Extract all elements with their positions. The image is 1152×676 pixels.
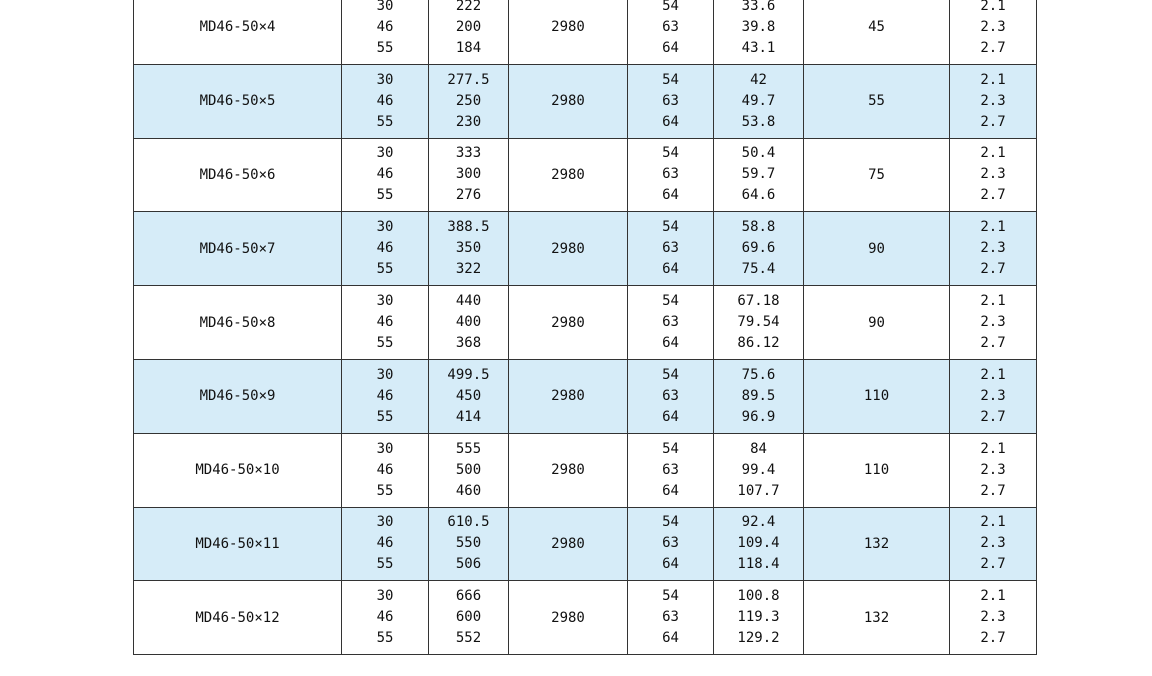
- flow-cell-value: 46: [376, 92, 394, 109]
- shaft-power-cell-value: 118.4: [737, 556, 780, 573]
- shaft-power-cell-value: 49.7: [741, 92, 776, 109]
- head-cell-value: 300: [455, 166, 482, 183]
- head-cell-value: 552: [455, 630, 482, 647]
- head-cell-value: 200: [455, 18, 482, 35]
- head-cell: [429, 433, 509, 507]
- npsh-cell-value: 2.1: [980, 219, 1006, 236]
- shaft-power-cell: [714, 507, 804, 581]
- motor-power-cell: 55: [804, 64, 950, 138]
- efficiency-cell-value: 63: [662, 535, 679, 552]
- shaft-power-cell-value: 33.6: [741, 0, 776, 14]
- flow-cell-value: 46: [376, 461, 394, 478]
- npsh-cell: [950, 433, 1037, 507]
- npsh-cell-value: 2.7: [980, 39, 1006, 56]
- head-cell-value: 368: [455, 335, 482, 352]
- efficiency-cell-value: 64: [662, 482, 679, 499]
- shaft-power-cell-value: 119.3: [737, 609, 780, 626]
- flow-cell-value: 30: [376, 0, 394, 14]
- head-cell: [429, 212, 509, 286]
- speed-cell: 2980: [509, 138, 628, 212]
- table-row: [134, 212, 1037, 286]
- flow-cell-value: 46: [376, 166, 394, 183]
- npsh-cell-value: 2.1: [980, 588, 1006, 605]
- flow-cell-value: 55: [376, 335, 394, 352]
- head-cell-value: 600: [455, 609, 482, 626]
- efficiency-cell-value: 64: [662, 261, 679, 278]
- head-cell-value: 500: [455, 461, 482, 478]
- efficiency-cell-value: 63: [662, 166, 679, 183]
- npsh-cell-value: 2.3: [980, 535, 1006, 552]
- efficiency-cell-value: 54: [662, 145, 679, 162]
- speed-cell: 2980: [509, 286, 628, 360]
- npsh-cell-value: 2.7: [980, 408, 1006, 425]
- shaft-power-cell-value: 50.4: [741, 145, 776, 162]
- head-cell-value: 230: [455, 113, 482, 130]
- head-cell-value: 506: [455, 556, 482, 573]
- table-body: [134, 0, 1037, 655]
- shaft-power-cell-value: 96.9: [741, 408, 776, 425]
- flow-cell: [342, 433, 429, 507]
- shaft-power-cell-value: 99.4: [741, 461, 776, 478]
- npsh-cell-value: 2.3: [980, 240, 1006, 257]
- shaft-power-cell-value: 86.12: [737, 335, 780, 352]
- table-row: [134, 507, 1037, 581]
- efficiency-cell-value: 63: [662, 609, 679, 626]
- flow-cell-value: 55: [376, 187, 394, 204]
- shaft-power-cell: [714, 138, 804, 212]
- head-cell: [429, 359, 509, 433]
- motor-power-cell: 132: [804, 507, 950, 581]
- npsh-cell: [950, 138, 1037, 212]
- flow-cell-value: 46: [376, 314, 394, 331]
- npsh-cell-value: 2.1: [980, 514, 1006, 531]
- head-cell-value: 350: [455, 240, 482, 257]
- head-cell: [429, 0, 509, 64]
- head-cell: [429, 507, 509, 581]
- npsh-cell-value: 2.7: [980, 335, 1006, 352]
- npsh-cell-value: 2.7: [980, 261, 1006, 278]
- efficiency-cell: [628, 581, 714, 655]
- shaft-power-cell-value: 84: [750, 440, 767, 457]
- table-row: [134, 286, 1037, 360]
- npsh-cell-value: 2.7: [980, 556, 1006, 573]
- flow-cell-value: 30: [376, 440, 394, 457]
- efficiency-cell: [628, 286, 714, 360]
- shaft-power-cell-value: 67.18: [737, 293, 780, 310]
- flow-cell-value: 55: [376, 482, 394, 499]
- efficiency-cell-value: 54: [662, 219, 679, 236]
- flow-cell-value: 55: [376, 39, 394, 56]
- flow-cell: [342, 0, 429, 64]
- head-cell-value: 400: [455, 314, 482, 331]
- shaft-power-cell: [714, 581, 804, 655]
- model-cell: MD46-50×10: [134, 433, 342, 507]
- npsh-cell-value: 2.1: [980, 293, 1006, 310]
- flow-cell: [342, 212, 429, 286]
- efficiency-cell-value: 64: [662, 335, 679, 352]
- npsh-cell-value: 2.3: [980, 18, 1006, 35]
- npsh-cell-value: 2.3: [980, 314, 1006, 331]
- efficiency-cell: [628, 507, 714, 581]
- shaft-power-cell-value: 75.4: [741, 261, 776, 278]
- npsh-cell: [950, 507, 1037, 581]
- npsh-cell-value: 2.3: [980, 92, 1006, 109]
- flow-cell-value: 46: [376, 387, 394, 404]
- flow-cell-value: 30: [376, 293, 394, 310]
- shaft-power-cell: [714, 286, 804, 360]
- efficiency-cell-value: 63: [662, 314, 679, 331]
- shaft-power-cell-value: 79.54: [737, 314, 780, 331]
- shaft-power-cell: [714, 64, 804, 138]
- shaft-power-cell: [714, 433, 804, 507]
- model-cell: MD46-50×5: [134, 64, 342, 138]
- head-cell-value: 184: [455, 39, 482, 56]
- head-cell: [429, 286, 509, 360]
- model-cell: MD46-50×7: [134, 212, 342, 286]
- npsh-cell: [950, 212, 1037, 286]
- motor-power-cell: 110: [804, 433, 950, 507]
- npsh-cell-value: 2.1: [980, 71, 1006, 88]
- efficiency-cell: [628, 212, 714, 286]
- npsh-cell-value: 2.1: [980, 366, 1006, 383]
- flow-cell-value: 30: [376, 219, 394, 236]
- efficiency-cell-value: 54: [662, 514, 679, 531]
- flow-cell-value: 30: [376, 145, 394, 162]
- shaft-power-cell-value: 39.8: [741, 18, 776, 35]
- efficiency-cell-value: 64: [662, 556, 679, 573]
- motor-power-cell: 90: [804, 212, 950, 286]
- npsh-cell-value: 2.3: [980, 461, 1006, 478]
- efficiency-cell: [628, 433, 714, 507]
- head-cell-value: 250: [455, 92, 482, 109]
- head-cell-value: 414: [455, 408, 482, 425]
- table-row: [134, 359, 1037, 433]
- shaft-power-cell-value: 129.2: [737, 630, 780, 647]
- npsh-cell-value: 2.1: [980, 0, 1006, 14]
- efficiency-cell-value: 64: [662, 630, 679, 647]
- npsh-cell: [950, 64, 1037, 138]
- flow-cell-value: 55: [376, 408, 394, 425]
- flow-cell-value: 30: [376, 366, 394, 383]
- model-cell: MD46-50×12: [134, 581, 342, 655]
- shaft-power-cell-value: 53.8: [741, 113, 776, 130]
- motor-power-cell: 45: [804, 0, 950, 64]
- npsh-cell-value: 2.7: [980, 187, 1006, 204]
- efficiency-cell-value: 63: [662, 461, 679, 478]
- npsh-cell: [950, 0, 1037, 64]
- flow-cell-value: 30: [376, 588, 394, 605]
- efficiency-cell: [628, 0, 714, 64]
- flow-cell-value: 46: [376, 609, 394, 626]
- head-cell-value: 450: [455, 387, 482, 404]
- efficiency-cell-value: 54: [662, 366, 679, 383]
- head-cell-value: 277.5: [447, 71, 490, 88]
- head-cell: [429, 64, 509, 138]
- pump-spec-table: [133, 0, 1037, 655]
- shaft-power-cell-value: 100.8: [737, 588, 780, 605]
- shaft-power-cell-value: 92.4: [741, 514, 776, 531]
- flow-cell: [342, 507, 429, 581]
- efficiency-cell: [628, 64, 714, 138]
- head-cell-value: 440: [455, 293, 482, 310]
- flow-cell-value: 46: [376, 240, 394, 257]
- flow-cell-value: 30: [376, 71, 394, 88]
- head-cell-value: 333: [455, 145, 482, 162]
- shaft-power-cell-value: 64.6: [741, 187, 776, 204]
- table-row: [134, 0, 1037, 64]
- efficiency-cell-value: 63: [662, 240, 679, 257]
- flow-cell-value: 55: [376, 261, 394, 278]
- efficiency-cell-value: 54: [662, 0, 679, 14]
- shaft-power-cell-value: 42: [750, 71, 767, 88]
- table-row: [134, 138, 1037, 212]
- shaft-power-cell-value: 59.7: [741, 166, 776, 183]
- efficiency-cell-value: 63: [662, 387, 679, 404]
- efficiency-cell-value: 54: [662, 71, 679, 88]
- speed-cell: 2980: [509, 507, 628, 581]
- flow-cell-value: 55: [376, 113, 394, 130]
- npsh-cell-value: 2.3: [980, 166, 1006, 183]
- model-cell: MD46-50×9: [134, 359, 342, 433]
- efficiency-cell-value: 54: [662, 440, 679, 457]
- head-cell-value: 322: [455, 261, 482, 278]
- shaft-power-cell-value: 69.6: [741, 240, 776, 257]
- shaft-power-cell-value: 107.7: [737, 482, 780, 499]
- flow-cell: [342, 64, 429, 138]
- efficiency-cell-value: 54: [662, 588, 679, 605]
- motor-power-cell: 90: [804, 286, 950, 360]
- shaft-power-cell: [714, 0, 804, 64]
- flow-cell-value: 30: [376, 514, 394, 531]
- efficiency-cell-value: 63: [662, 92, 679, 109]
- head-cell-value: 276: [455, 187, 482, 204]
- efficiency-cell-value: 64: [662, 113, 679, 130]
- model-cell: MD46-50×6: [134, 138, 342, 212]
- head-cell-value: 610.5: [447, 514, 490, 531]
- flow-cell: [342, 286, 429, 360]
- shaft-power-cell: [714, 212, 804, 286]
- head-cell-value: 555: [455, 440, 482, 457]
- efficiency-cell: [628, 138, 714, 212]
- flow-cell: [342, 359, 429, 433]
- efficiency-cell-value: 64: [662, 187, 679, 204]
- shaft-power-cell-value: 89.5: [741, 387, 776, 404]
- shaft-power-cell-value: 109.4: [737, 535, 780, 552]
- npsh-cell: [950, 581, 1037, 655]
- head-cell-value: 460: [455, 482, 482, 499]
- table-row: [134, 581, 1037, 655]
- head-cell: [429, 138, 509, 212]
- flow-cell-value: 46: [376, 535, 394, 552]
- shaft-power-cell-value: 43.1: [741, 39, 776, 56]
- head-cell: [429, 581, 509, 655]
- npsh-cell-value: 2.7: [980, 630, 1006, 647]
- flow-cell: [342, 581, 429, 655]
- speed-cell: 2980: [509, 433, 628, 507]
- motor-power-cell: 110: [804, 359, 950, 433]
- motor-power-cell: 132: [804, 581, 950, 655]
- npsh-cell-value: 2.7: [980, 482, 1006, 499]
- model-cell: MD46-50×11: [134, 507, 342, 581]
- npsh-cell-value: 2.1: [980, 440, 1006, 457]
- motor-power-cell: 75: [804, 138, 950, 212]
- head-cell-value: 222: [455, 0, 482, 14]
- efficiency-cell-value: 64: [662, 39, 679, 56]
- flow-cell-value: 55: [376, 556, 394, 573]
- shaft-power-cell-value: 58.8: [741, 219, 776, 236]
- model-cell: MD46-50×4: [134, 0, 342, 64]
- efficiency-cell-value: 63: [662, 18, 679, 35]
- shaft-power-cell-value: 75.6: [741, 366, 776, 383]
- npsh-cell-value: 2.3: [980, 387, 1006, 404]
- speed-cell: 2980: [509, 64, 628, 138]
- speed-cell: 2980: [509, 359, 628, 433]
- speed-cell: 2980: [509, 581, 628, 655]
- npsh-cell-value: 2.1: [980, 145, 1006, 162]
- npsh-cell: [950, 286, 1037, 360]
- efficiency-cell-value: 64: [662, 408, 679, 425]
- speed-cell: 2980: [509, 0, 628, 64]
- head-cell-value: 388.5: [447, 219, 490, 236]
- efficiency-cell-value: 54: [662, 293, 679, 310]
- table-row: [134, 433, 1037, 507]
- shaft-power-cell: [714, 359, 804, 433]
- head-cell-value: 550: [455, 535, 482, 552]
- efficiency-cell: [628, 359, 714, 433]
- flow-cell-value: 55: [376, 630, 394, 647]
- flow-cell: [342, 138, 429, 212]
- table-row: [134, 64, 1037, 138]
- npsh-cell-value: 2.3: [980, 609, 1006, 626]
- head-cell-value: 666: [455, 588, 482, 605]
- speed-cell: 2980: [509, 212, 628, 286]
- npsh-cell-value: 2.7: [980, 113, 1006, 130]
- npsh-cell: [950, 359, 1037, 433]
- model-cell: MD46-50×8: [134, 286, 342, 360]
- head-cell-value: 499.5: [447, 366, 490, 383]
- flow-cell-value: 46: [376, 18, 394, 35]
